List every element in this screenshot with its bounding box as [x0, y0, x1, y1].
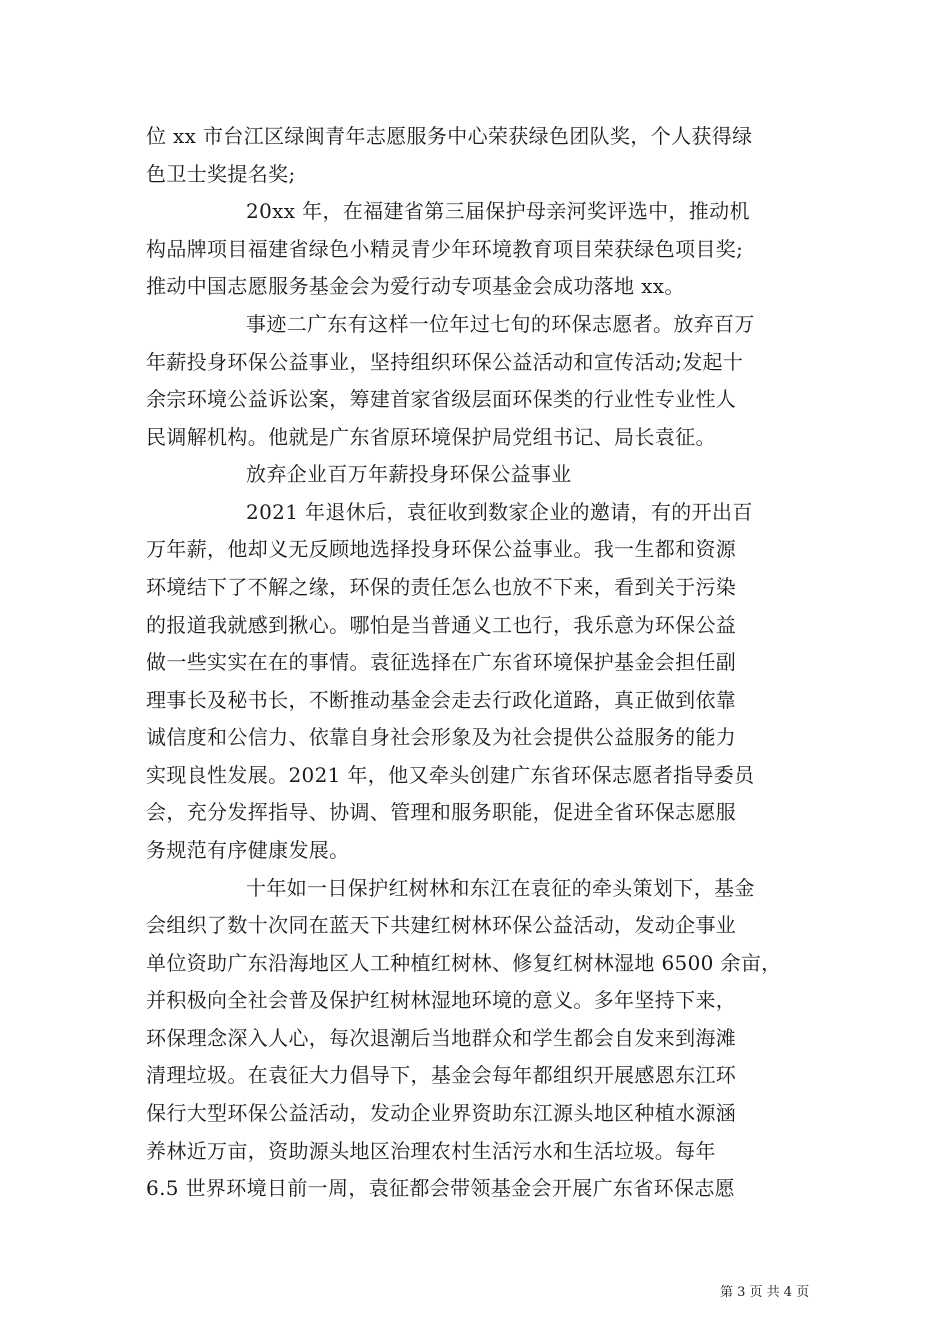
body-text-line: 年薪投身环保公益事业，坚持组织环保公益活动和宣传活动;发起十: [146, 350, 744, 374]
body-text-line: 色卫士奖提名奖;: [146, 162, 296, 186]
body-text-line: 会，充分发挥指导、协调、管理和服务职能，促进全省环保志愿服: [146, 800, 737, 824]
paragraph-first-line: 十年如一日保护红树林和东江在袁征的牵头策划下，基金: [246, 876, 755, 900]
body-text-line: 会组织了数十次同在蓝天下共建红树林环保公益活动，发动企事业: [146, 913, 737, 937]
body-text-line: 民调解机构。他就是广东省原环境保护局党组书记、局长袁征。: [146, 425, 716, 449]
body-text-line: 做一些实实在在的事情。袁征选择在广东省环境保护基金会担任副: [146, 650, 737, 674]
body-text-line: 环保理念深入人心，每次退潮后当地群众和学生都会自发来到海滩: [146, 1026, 737, 1050]
body-text-line: 构品牌项目福建省绿色小精灵青少年环境教育项目荣获绿色项目奖;: [146, 237, 744, 261]
body-text-line: 环境结下了不解之缘，环保的责任怎么也放不下来，看到关于污染: [146, 575, 737, 599]
body-text-line: 单位资助广东沿海地区人工种植红树林、修复红树林湿地 6500 余亩，: [146, 951, 782, 975]
body-text-line: 实现良性发展。2021 年，他又牵头创建广东省环保志愿者指导委员: [146, 763, 755, 787]
body-text-line: 诚信度和公信力、依靠自身社会形象及为社会提供公益服务的能力: [146, 725, 737, 749]
body-text-line: 的报道我就感到揪心。哪怕是当普通义工也行，我乐意为环保公益: [146, 613, 737, 637]
body-text-line: 6.5 世界环境日前一周，袁征都会带领基金会开展广东省环保志愿: [146, 1176, 736, 1200]
paragraph-first-line: 20xx 年，在福建省第三届保护母亲河奖评选中，推动机: [246, 199, 750, 223]
body-text-line: 万年薪，他却义无反顾地选择投身环保公益事业。我一生都和资源: [146, 537, 737, 561]
body-text-line: 余宗环境公益诉讼案，筹建首家省级层面环保类的行业性专业性人: [146, 387, 737, 411]
body-text-line: 位 xx 市台江区绿闽青年志愿服务中心荣获绿色团队奖，个人获得绿: [146, 124, 753, 148]
body-text-line: 理事长及秘书长，不断推动基金会走去行政化道路，真正做到依靠: [146, 688, 737, 712]
body-text-line: 务规范有序健康发展。: [146, 838, 350, 862]
body-text-line: 保行大型环保公益活动，发动企业界资助东江源头地区种植水源涵: [146, 1101, 737, 1125]
body-text-line: 养林近万亩，资助源头地区治理农村生活污水和生活垃圾。每年: [146, 1139, 716, 1163]
paragraph-first-line: 事迹二广东有这样一位年过七旬的环保志愿者。放弃百万: [246, 312, 755, 336]
body-text-line: 清理垃圾。在袁征大力倡导下，基金会每年都组织开展感恩东江环: [146, 1063, 737, 1087]
page-number-footer: 第 3 页 共 4 页: [720, 1285, 810, 1300]
body-text-line: 并积极向全社会普及保护红树林湿地环境的意义。多年坚持下来，: [146, 988, 737, 1012]
body-text-line: 推动中国志愿服务基金会为爱行动专项基金会成功落地 xx。: [146, 274, 685, 298]
section-heading: 放弃企业百万年薪投身环保公益事业: [246, 462, 572, 486]
paragraph-first-line: 2021 年退休后，袁征收到数家企业的邀请，有的开出百: [246, 500, 753, 524]
